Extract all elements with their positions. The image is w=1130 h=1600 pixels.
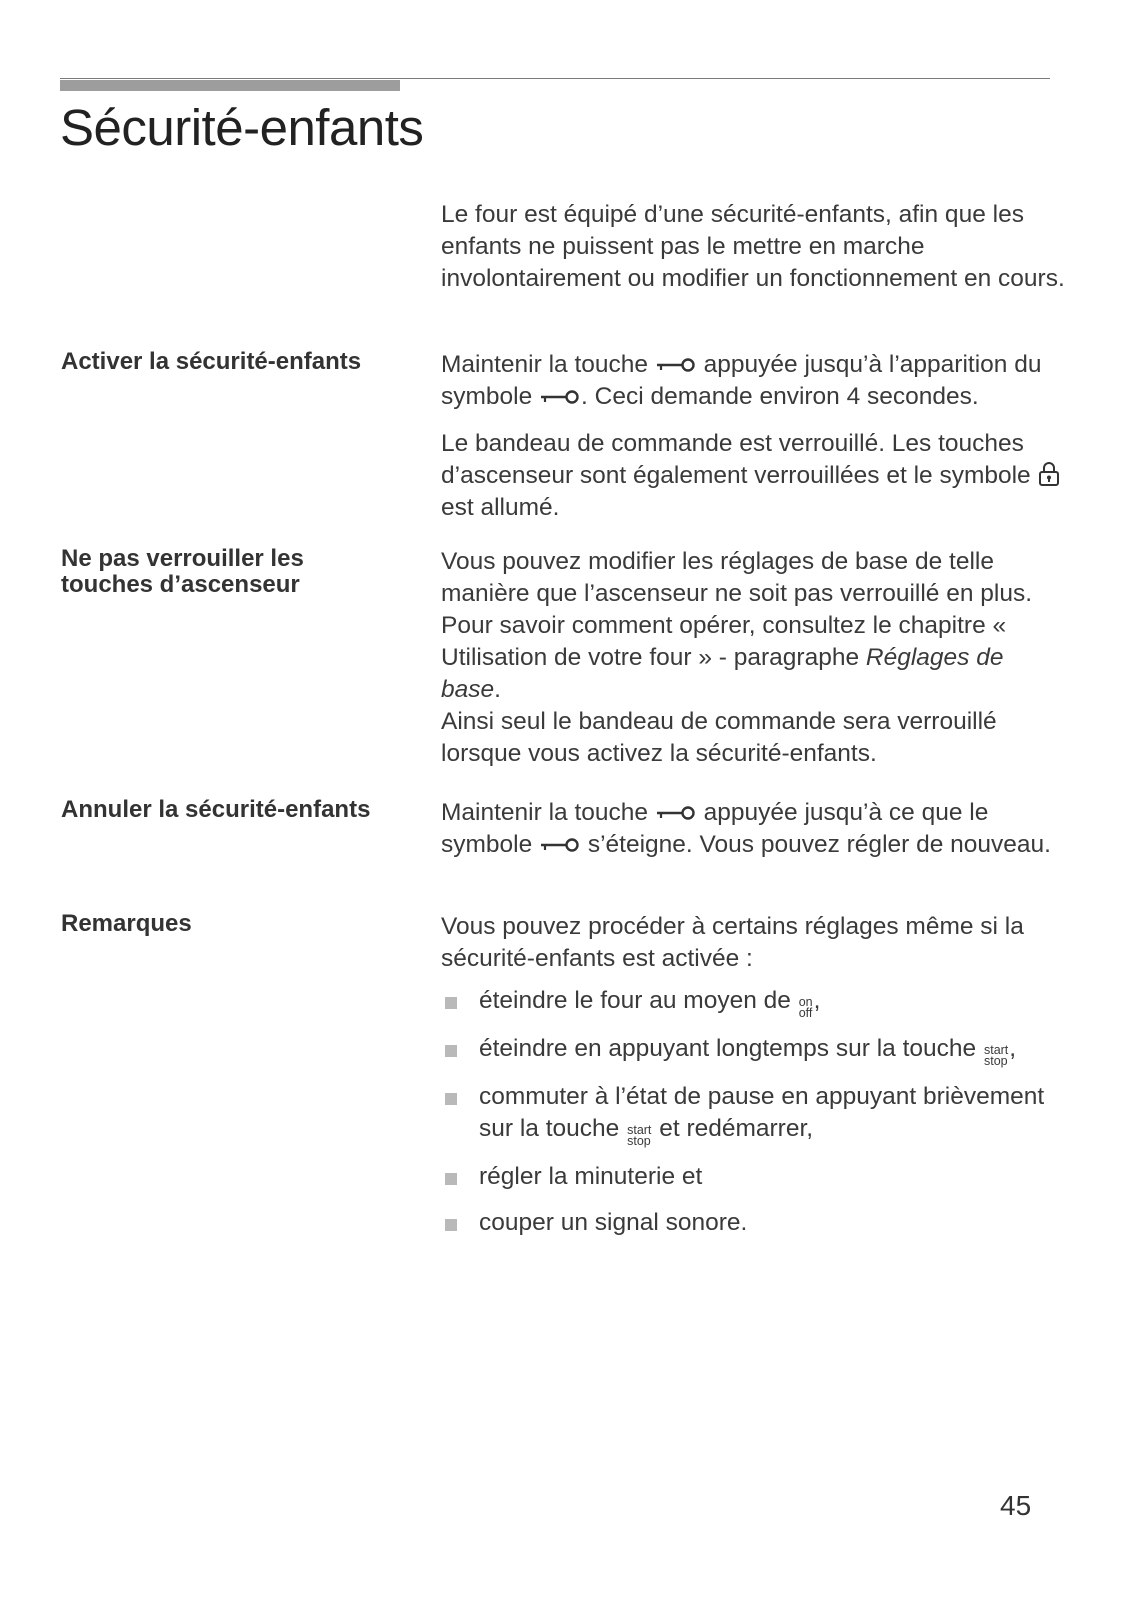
no-lock-label: Ne pas verrouiller les touches d’ascenseur (61, 545, 304, 598)
cancel-text (441, 797, 1066, 861)
remarks-list (441, 985, 1066, 1239)
page-number: 45 (1000, 1490, 1032, 1521)
bullet-square-icon (445, 1219, 457, 1231)
list-item: éteindre en appuyant longtemps sur la touche start stop , (441, 1033, 1066, 1067)
lock-icon (1038, 461, 1060, 487)
on-off-key-icon: on off (798, 995, 813, 1020)
bullet-square-icon (445, 1173, 457, 1185)
key-icon (655, 804, 697, 822)
bullet-square-icon (445, 997, 457, 1009)
activate-paragraph-1: Maintenir la touche appuyée jusqu’à l’apparition du symbole . Ceci demande environ 4 secondes. (441, 351, 1042, 410)
no-lock-paragraph-2: Ainsi seul le bandeau de commande sera verrouillé lorsque vous activez la sécurité-enfants. (441, 708, 997, 767)
remarks-label: Remarques (61, 910, 192, 937)
start-stop-key-icon: start stop (627, 1123, 652, 1148)
key-icon (655, 356, 697, 374)
activate-text (441, 349, 1066, 524)
page-title: Sécurité-enfants (60, 99, 424, 156)
list-item: commuter à l’état de pause en appuyant brièvement sur la touche start stop et redémarrer, (441, 1081, 1066, 1147)
header-bar (60, 80, 400, 91)
remarks-text (441, 911, 1066, 1253)
activate-label: Activer la sécurité-enfants (61, 348, 362, 375)
remarks-intro: Vous pouvez procéder à certains réglages même si la sécurité-enfants est activée : (441, 913, 1024, 972)
list-item: éteindre le four au moyen de on off , (441, 985, 1066, 1019)
key-icon (539, 388, 581, 406)
list-item: régler la minuterie et (441, 1161, 1066, 1193)
activate-paragraph-2: Le bandeau de commande est verrouillé. Les touches d’ascenseur sont également verrouillées et le symbole est allumé. (441, 428, 1066, 524)
header-rule (60, 78, 1050, 79)
no-lock-text (441, 546, 1066, 770)
bullet-square-icon (445, 1093, 457, 1105)
cancel-paragraph-1: Maintenir la touche appuyée jusqu’à ce que le symbole s’éteigne. Vous pouvez régler de nouveau. (441, 799, 1051, 858)
list-item: couper un signal sonore. (441, 1207, 1066, 1239)
start-stop-key-icon: start stop (983, 1043, 1009, 1068)
bullet-square-icon (445, 1045, 457, 1057)
key-icon (539, 836, 581, 854)
no-lock-paragraph-1: Vous pouvez modifier les réglages de base de telle manière que l’ascenseur ne soit pas verrouillé en plus. Pour savoir comment opérer, consultez le chapitre « Utilisation de votre four » - paragraphe Réglages de base. (441, 548, 1033, 703)
cancel-label: Annuler la sécurité-enfants (61, 796, 371, 823)
intro-text: Le four est équipé d’une sécurité-enfants, afin que les enfants ne puissent pas le mettre en marche involontairement ou modifier un fonctionnement en cours. (441, 201, 1065, 292)
